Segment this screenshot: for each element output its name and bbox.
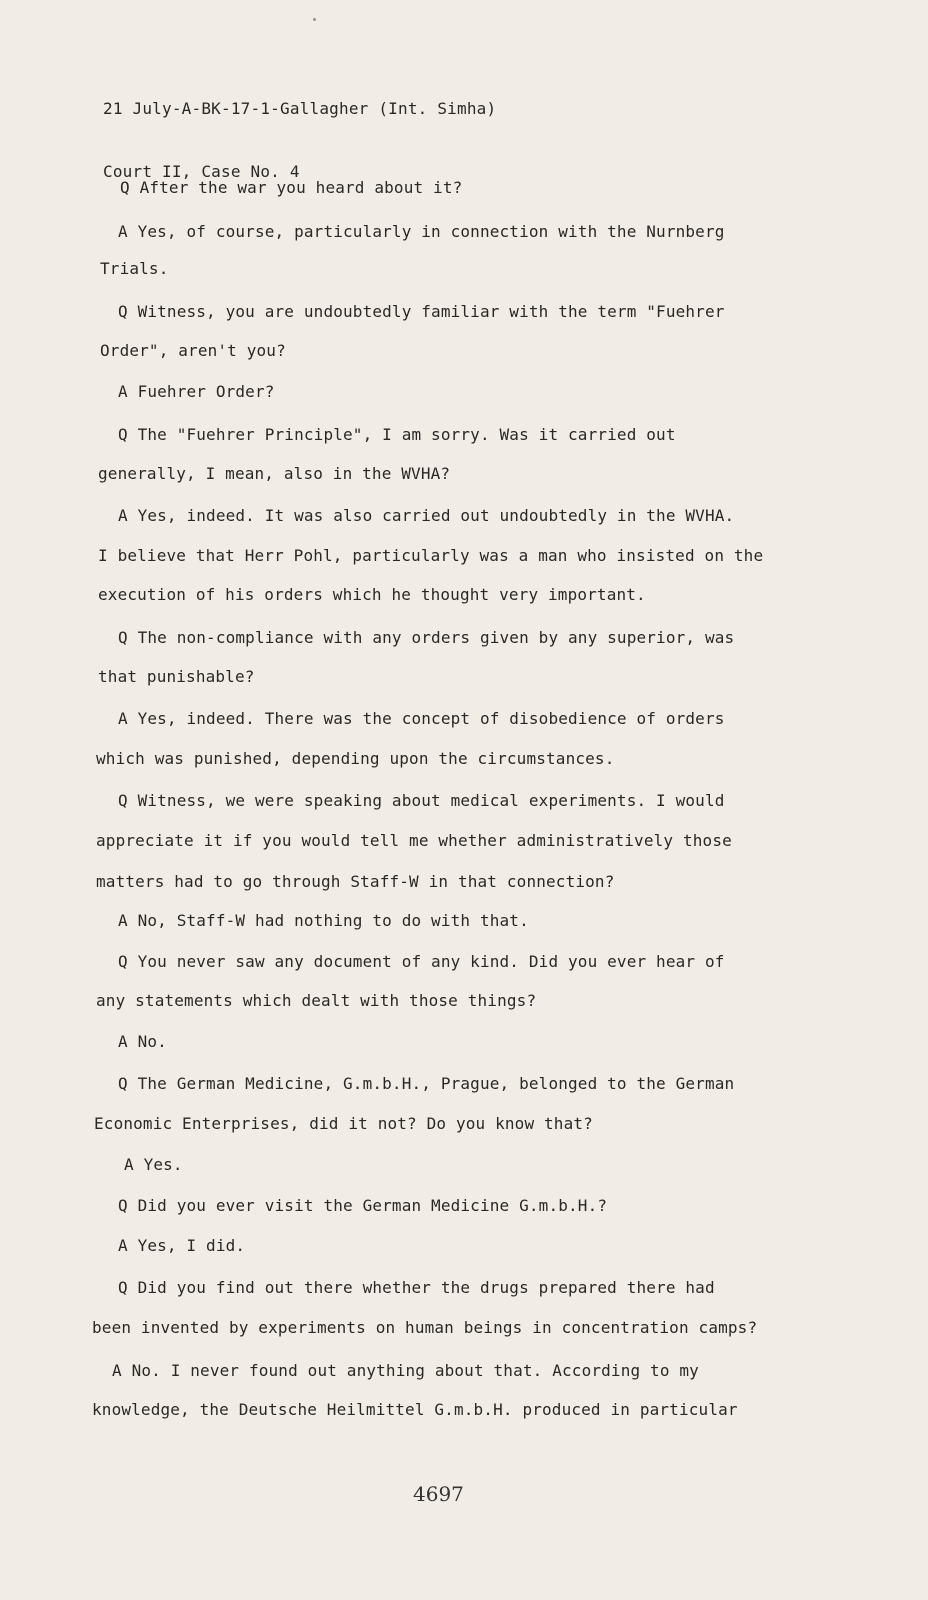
text-line: Q Witness, we were speaking about medical experiments. I would [118, 791, 725, 810]
text-line: Economic Enterprises, did it not? Do you know that? [94, 1114, 593, 1133]
page-number: 4697 [413, 1482, 464, 1506]
text-line: that punishable? [98, 667, 255, 686]
header-line-1: 21 July-A-BK-17-1-Gallagher (Int. Simha) [103, 99, 497, 118]
text-line: Q The "Fuehrer Principle", I am sorry. Was it carried out [118, 425, 676, 444]
text-line: A Yes, indeed. There was the concept of disobedience of orders [118, 709, 725, 728]
text-line: knowledge, the Deutsche Heilmittel G.m.b.H. produced in particular [92, 1400, 738, 1419]
text-line: A Yes, I did. [118, 1236, 246, 1255]
text-line: been invented by experiments on human beings in concentration camps? [92, 1318, 758, 1337]
text-line: A Yes, indeed. It was also carried out undoubtedly in the WVHA. [118, 506, 735, 525]
document-header [103, 56, 496, 224]
text-line: Q Did you find out there whether the drugs prepared there had [118, 1278, 715, 1297]
text-line: any statements which dealt with those things? [96, 991, 537, 1010]
text-line: A Yes. [124, 1155, 183, 1174]
text-line: matters had to go through Staff-W in that connection? [96, 872, 615, 891]
text-line: A No, Staff-W had nothing to do with that. [118, 911, 529, 930]
text-line: A No. I never found out anything about that. According to my [112, 1361, 699, 1380]
text-line: generally, I mean, also in the WVHA? [98, 464, 451, 483]
text-line: Trials. [100, 259, 169, 278]
text-line: Q Did you ever visit the German Medicine G.m.b.H.? [118, 1196, 608, 1215]
text-line: execution of his orders which he thought very important. [98, 585, 646, 604]
text-line: Q The German Medicine, G.m.b.H., Prague, belonged to the German [118, 1074, 735, 1093]
text-line: Q Witness, you are undoubtedly familiar with the term "Fuehrer [118, 302, 725, 321]
text-line: A Yes, of course, particularly in connection with the Nurnberg [118, 222, 725, 241]
text-line: A No. [118, 1032, 167, 1051]
text-line: Q The non-compliance with any orders given by any superior, was [118, 628, 735, 647]
text-line: A Fuehrer Order? [118, 382, 275, 401]
paper-speck [313, 18, 316, 21]
header-line-2: Court II, Case No. 4 [103, 162, 300, 181]
text-line: Q You never saw any document of any kind. Did you ever hear of [118, 952, 725, 971]
text-line: I believe that Herr Pohl, particularly was a man who insisted on the [98, 546, 764, 565]
text-line: appreciate it if you would tell me whether administratively those [96, 831, 732, 850]
text-line: Order", aren't you? [100, 341, 286, 360]
text-line: which was punished, depending upon the circumstances. [96, 749, 615, 768]
text-line: Q After the war you heard about it? [120, 178, 463, 197]
